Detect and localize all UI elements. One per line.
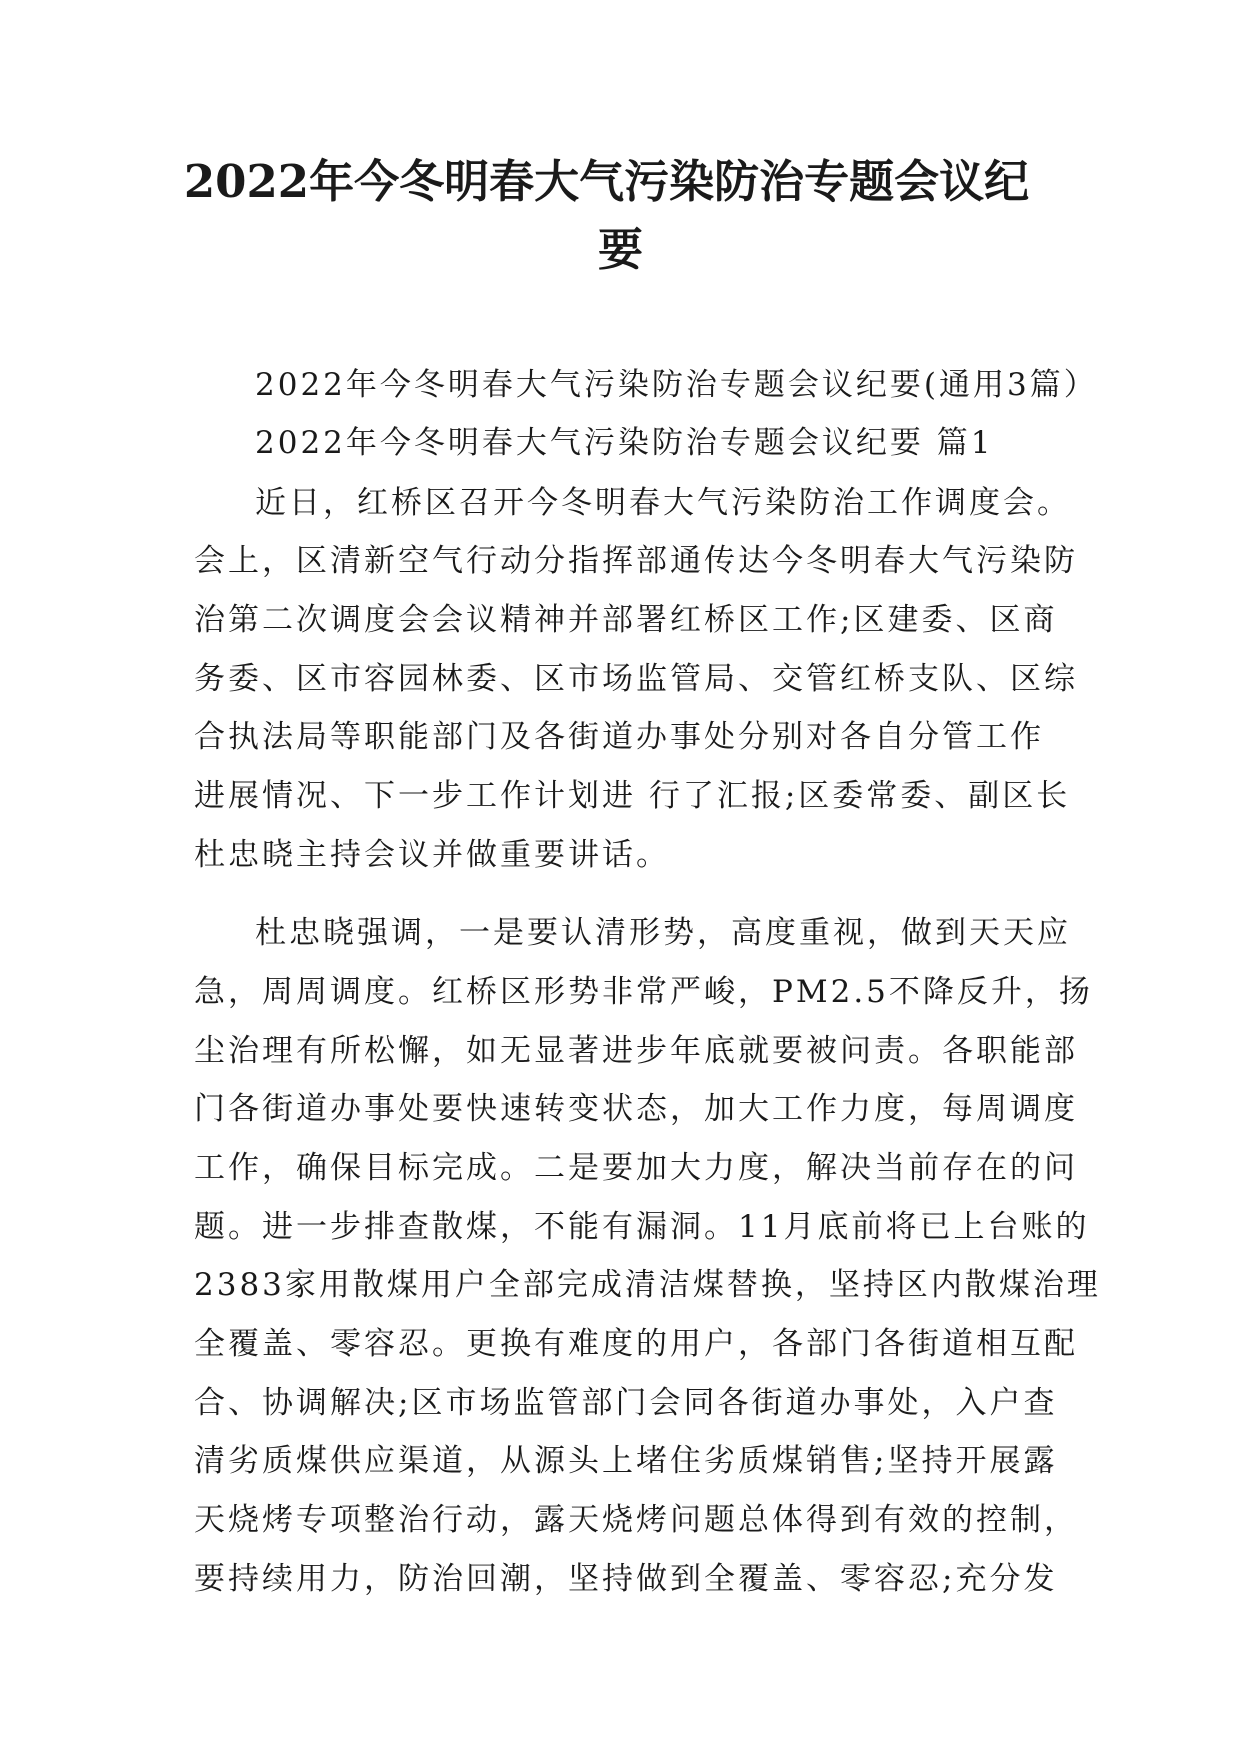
paragraph-2-line: 清劣质煤供应渠道，从源头上堵住劣质煤销售;坚持开展露 bbox=[194, 1443, 1058, 1479]
paragraph-2-line: 工作，确保目标完成。二是要加大力度，解决当前存在的问 bbox=[194, 1150, 1078, 1186]
paragraph-1-line: 杜忠晓主持会议并做重要讲话。 bbox=[194, 837, 670, 873]
document-title-line-1: 2022年今冬明春大气污染防治专题会议纪 bbox=[183, 155, 1030, 208]
paragraph-1-line: 合执法局等职能部门及各街道办事处分别对各自分管工作 bbox=[194, 719, 1044, 755]
paragraph-2-line: 杜忠晓强调，一是要认清形势，高度重视，做到天天应 bbox=[255, 915, 1071, 951]
paragraph-1-line: 治第二次调度会会议精神并部署红桥区工作;区建委、区商 bbox=[194, 602, 1058, 638]
paragraph-2-line: 题。进一步排查散煤，不能有漏洞。11月底前将已上台账的 bbox=[194, 1209, 1090, 1245]
paragraph-1-line: 会上，区清新空气行动分指挥部通传达今冬明春大气污染防 bbox=[194, 543, 1078, 579]
paragraph-2-line: 要持续用力，防治回潮，坚持做到全覆盖、零容忍;充分发 bbox=[194, 1561, 1058, 1597]
paragraph-2-line: 天烧烤专项整治行动，露天烧烤问题总体得到有效的控制， bbox=[194, 1502, 1078, 1538]
paragraph-2-line: 2383家用散煤用户全部完成清洁煤替换，坚持区内散煤治理 bbox=[194, 1267, 1101, 1303]
document-title-line-2: 要 bbox=[597, 223, 643, 276]
paragraph-2-line: 门各街道办事处要快速转变状态，加大工作力度，每周调度 bbox=[194, 1091, 1078, 1127]
paragraph-2-line: 尘治理有所松懈，如无显著进步年底就要被问责。各职能部 bbox=[194, 1033, 1078, 1069]
document-subtitle: 2022年今冬明春大气污染防治专题会议纪要(通用3篇） bbox=[255, 367, 1098, 403]
paragraph-2-line: 全覆盖、零容忍。更换有难度的用户，各部门各街道相互配 bbox=[194, 1326, 1078, 1362]
paragraph-1-line: 进展情况、下一步工作计划进 行了汇报;区委常委、副区长 bbox=[194, 778, 1071, 814]
paragraph-2-line: 合、协调解决;区市场监管部门会同各街道办事处，入户查 bbox=[194, 1385, 1058, 1421]
paragraph-1-line: 务委、区市容园林委、区市场监管局、交管红桥支队、区综 bbox=[194, 661, 1078, 697]
paragraph-2-line: 急，周周调度。红桥区形势非常严峻，PM2.5不降反升，扬 bbox=[194, 974, 1093, 1010]
paragraph-1-line: 近日，红桥区召开今冬明春大气污染防治工作调度会。 bbox=[255, 485, 1071, 521]
section-heading: 2022年今冬明春大气污染防治专题会议纪要 篇1 bbox=[255, 425, 994, 461]
